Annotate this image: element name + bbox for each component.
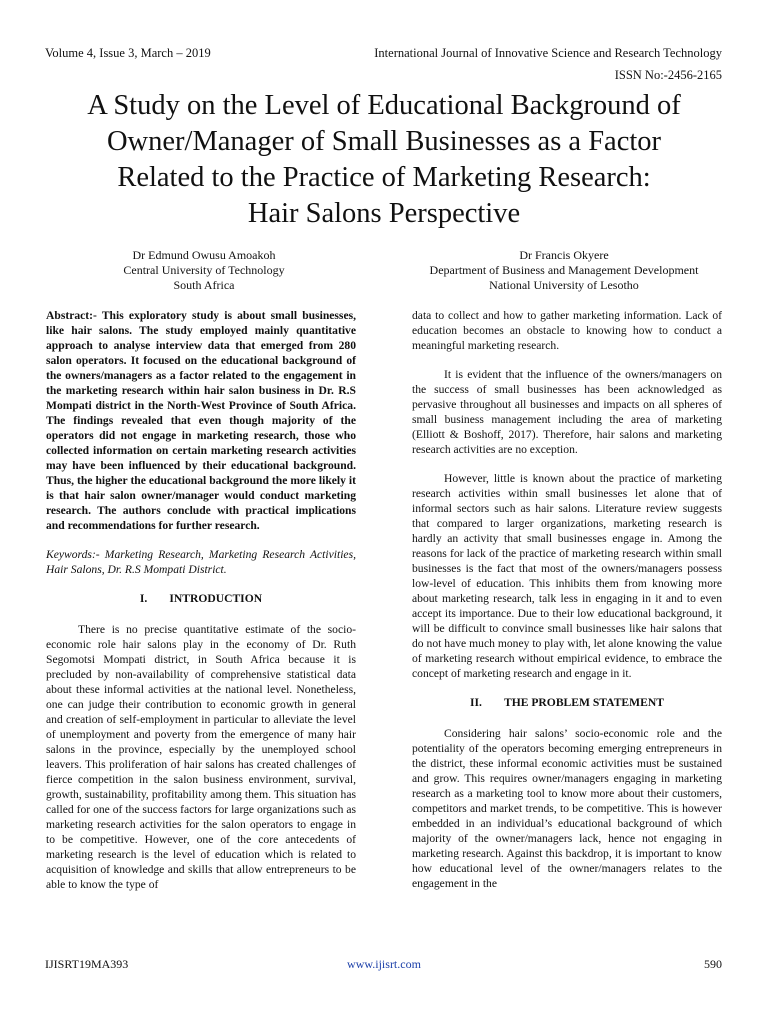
author-block-2 xyxy=(404,248,724,293)
body-paragraph: Considering hair salons’ socio-economic role and the potentiality of the operators becoming emerging entrepreneurs in the district, these informal economic activities must be sustained and grow. This requires owner/managers engaging in marketing research as a marketing tool to know more about their customers, competitors and market trends, to be competitive. This is however embedded in an individual’s educational background of which majority of the owner/managers lack, hence not engaging in marketing research. Against this backdrop, it is important to know how educational level of the owner/managers relates to the engagement in the xyxy=(412,727,722,890)
title-line: A Study on the Level of Educational Background of xyxy=(87,90,681,121)
intro-paragraph: There is no precise quantitative estimate of the socio-economic role hair salons play in the economy of Dr. Ruth Segomotsi Mompati district, in South Africa because it is precluded by non-availability of comprehensive statistical data about these informal activities at the national level. Nonetheless, one can judge their contribution to economic growth in general and creation of self-employment in particular to alleviate the level of unemployment and poverty from the emergence of many hair salons in the province, especially by the unemployed school leavers. This proliferation of hair salons has created challenges of fierce competition in the salon business environment, survival, growth, sustainability, profitability among them. This situation has called for one of the success factors for large organizations such as marketing research activities for the salon operators to engage in to be competitive. However, one of the core antecedents of marketing research is the level of education which is related to acquisition of knowledge and skills that allow entrepreneurs to be able to know the type of xyxy=(46,623,356,891)
section-number: I. xyxy=(139,592,148,605)
title-line: Owner/Manager of Small Businesses as a Factor xyxy=(106,126,662,157)
title-line: Hair Salons Perspective xyxy=(247,198,521,229)
volume-info: Volume 4, Issue 3, March – 2019 xyxy=(45,46,211,60)
journal-name: International Journal of Innovative Science and Research Technology xyxy=(374,46,722,60)
section-number: II. xyxy=(470,696,482,709)
journal-url-link[interactable]: www.ijisrt.com xyxy=(347,957,421,971)
paper-title xyxy=(20,88,748,232)
section-heading-problem-statement xyxy=(412,695,722,710)
paper-code: IJISRT19MA393 xyxy=(45,957,129,971)
author-affiliation: Central University of Technology xyxy=(123,263,285,277)
section-heading-introduction xyxy=(46,591,356,606)
body-paragraph: data to collect and how to gather marketing information. Lack of education becomes an obstacle to knowing how to conduct a meaningful marketing research. xyxy=(412,309,722,352)
issn: ISSN No:-2456-2165 xyxy=(614,68,722,82)
author-location: South Africa xyxy=(173,278,235,292)
author-block-1 xyxy=(44,248,364,293)
right-column xyxy=(412,308,722,891)
title-line: Related to the Practice of Marketing Research: xyxy=(117,162,651,193)
body-paragraph: However, little is known about the practice of marketing research activities within small businesses let alone that of informal sectors such as hair salons. Literature review suggests that compared to larger organizations, marketing research is hardly an activity that small businesses engage in. Among the reasons for lack of the practice of marketing research within small businesses is the fact that most of the owners/managers possess low-level of education. This inhibits them from knowing more about marketing research, talk less in engaging in it and to even accept its importance. Due to their low educational background, it will be difficult to convince small businesses like hair salons that do not have much money to play with, let alone knowing the value of marketing research without empirical evidence, to embrace the concept of marketing research and engage in it. xyxy=(412,472,722,680)
section-title: INTRODUCTION xyxy=(169,592,263,605)
page-number: 590 xyxy=(704,957,722,971)
author-name: Dr Edmund Owusu Amoakoh xyxy=(132,248,276,262)
section-title: THE PROBLEM STATEMENT xyxy=(503,696,664,709)
author-affiliation: Department of Business and Management Development xyxy=(429,263,699,277)
keywords: Keywords:- Marketing Research, Marketing Research Activities, Hair Salons, Dr. R.S Mompati District. xyxy=(46,548,356,576)
author-name: Dr Francis Okyere xyxy=(519,248,609,262)
left-column xyxy=(46,308,356,892)
body-paragraph: It is evident that the influence of the owners/managers on the success of small businesses has been acknowledged as pervasive throughout all businesses and impacts on all spheres of small business management including the area of marketing (Elliott & Boshoff, 2017). Therefore, hair salons and marketing research activities are no exception. xyxy=(412,368,722,456)
author-location: National University of Lesotho xyxy=(489,278,639,292)
abstract: Abstract:- This exploratory study is about small businesses, like hair salons. The study employed mainly quantitative approach to analyse interview data that emerged from 280 salon operators. It focused on the educational background of the owners/managers as a factor related to the engagement in the marketing research within hair salon business in Dr. R.S Mompati district in the North-West Province of South Africa. The findings revealed that even though majority of the operators did not engage in marketing research, those who collected information on certain marketing research activities may have been influenced by their educational background. Thus, the higher the educational background the more likely it is that hair salon owner/manager would conduct marketing research. The authors conclude with practical implications and recommendations for further research. xyxy=(46,309,356,532)
